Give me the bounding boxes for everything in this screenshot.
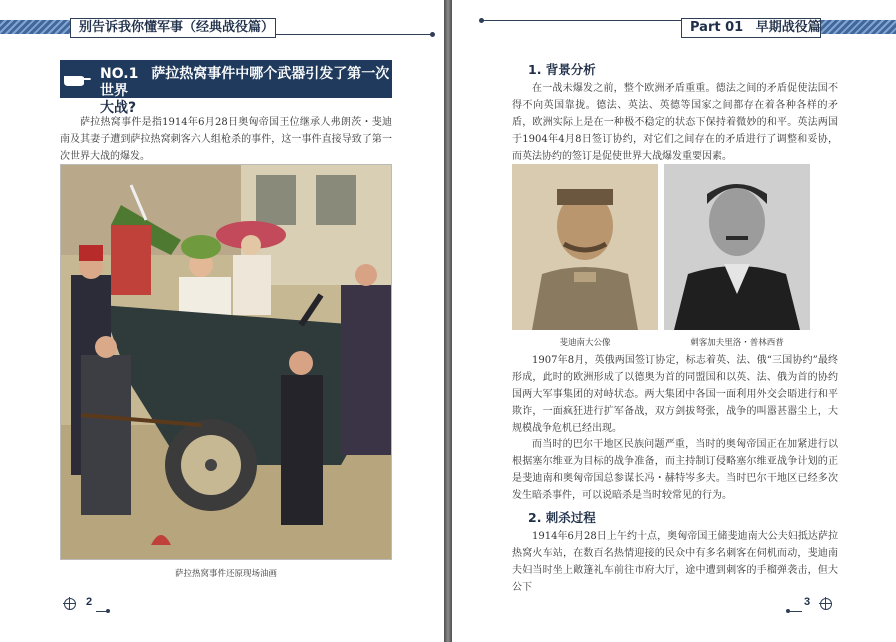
- assassin-caption: 刺客加夫里洛・普林西普: [690, 338, 784, 348]
- part-header: [681, 18, 821, 38]
- archduke-portrait: [512, 164, 658, 330]
- assassin-portrait: [664, 164, 810, 330]
- page-number-crosshair-icon: [64, 598, 76, 610]
- book-gutter: [444, 0, 452, 642]
- part-title: 早期战役篇: [755, 20, 821, 35]
- painting-caption: 萨拉热窝事件还原现场油画: [174, 569, 277, 579]
- archduke-caption: 斐迪南大公像: [559, 338, 611, 348]
- header-band-left: [0, 20, 70, 34]
- page-number-crosshair-icon: [820, 598, 832, 610]
- right-page: [452, 0, 896, 642]
- page-number-right: 3: [804, 596, 811, 608]
- entente-paragraph: 1907年8月，英俄两国签订协定，标志着英、法、俄“三国协约”最终形成，此时的欧洲形成了以德奥为首的同盟国和以英、法、俄为首的协约国两大军事集团的对峙状态。两大集团中各国一面利用外交会晤进行和平欺诈，一面疯狂进行扩军备战，双方剑拔弩张，战争的叫嚣甚嚣尘上，大规模战争危机已经出现。: [512, 355, 838, 434]
- assassination-paragraph: 1914年6月28日上午约十点，奥匈帝国王储斐迪南大公夫妇抵达萨拉热窝火车站，在数百名热情迎接的民众中有多名刺客在伺机而动，斐迪南夫妇当时坐上敞篷礼车前往市府大厅，途中遭到刺客的手榴弹袭击，但大公下: [512, 531, 838, 593]
- header-rule: [482, 20, 682, 21]
- question-line1: 萨拉热窝事件中哪个武器引发了第一次世界: [100, 66, 390, 99]
- question-line2: 大战?: [100, 100, 137, 116]
- assassination-painting: [60, 164, 392, 560]
- section-heading-background: 1. 背景分析: [528, 62, 596, 77]
- left-page: [0, 0, 444, 642]
- question-number: NO.1: [100, 66, 139, 82]
- page-number-dot: [106, 609, 110, 613]
- header-band-right: [821, 20, 896, 34]
- book-title-header: 别告诉我你懂军事（经典战役篇）: [70, 18, 276, 38]
- header-dot: [430, 32, 435, 37]
- page-number-left: 2: [86, 596, 93, 608]
- background-paragraph: 在一战未爆发之前，整个欧洲矛盾重重。德法之间的矛盾促使法国不得不向英国靠拢。德法、英法、英德等国家之间都存在着各种各样的矛盾，欧洲实际上是在一种极不稳定的状态下保持着微妙的和平。英法两国于1904年4月8日签订协约，对它们之间存在的矛盾进行了调整和妥协，而英法协约的签订是促使世界大战爆发重要因素。: [512, 83, 838, 162]
- balkans-paragraph: 而当时的巴尔干地区民族问题严重，当时的奥匈帝国正在加紧进行以根据塞尔维亚为目标的战争准备，而主持制订侵略塞尔维亚战争计划的正是斐迪南和奥匈帝国总参谋长冯・赫特岑多夫。当时巴尔干地区已经多次发生暗杀事件，可以说暗杀是当时较常见的行为。: [512, 439, 838, 501]
- section-heading-assassination: 2. 刺杀过程: [528, 510, 596, 525]
- part-label: Part 01: [690, 20, 744, 35]
- intro-paragraph: 萨拉热窝事件是指1914年6月28日奥匈帝国王位继承人弗朗茨・斐迪南及其妻子遭到萨拉热窝刺客六人组枪杀的事件，这一事件直接导致了第一次世界大战的爆发。: [60, 117, 392, 162]
- header-rule: [276, 34, 431, 35]
- page-number-rule: [788, 611, 802, 612]
- pointing-hand-icon: [62, 70, 92, 88]
- question-heading: [100, 66, 400, 117]
